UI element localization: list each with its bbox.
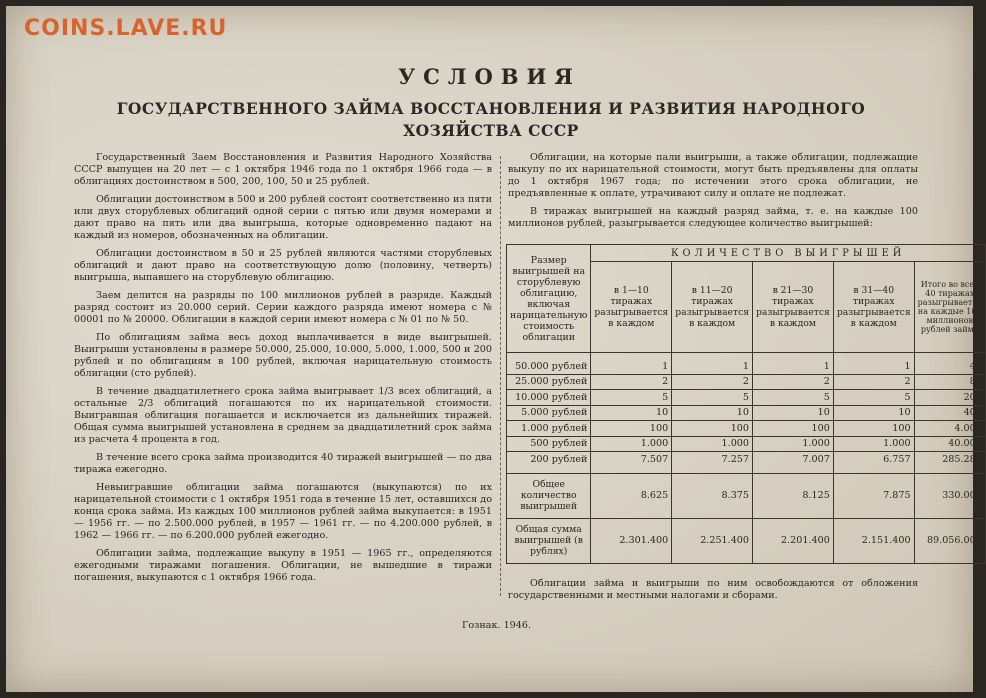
table-cell: 1 (833, 353, 914, 375)
paragraph: Облигации достоинством в 50 и 25 рублей являются частями сторублевых облигаций и дают право на соответствующую долю (половину, четверть) выигрыша, выпавшего на сторублевую облигацию. (74, 248, 492, 283)
table-row (507, 405, 986, 421)
table-cell: 40.000 (914, 436, 985, 452)
paragraph: В течение двадцатилетнего срока займа выигрывает 1/3 всех облигаций, а остальные 2/3 облигаций погашаются по их нарицательной стоимости. Выигравшая облигация погашается и исключается из дальнейших тиражей. Общая сумма выигрышей установлена в среднем за двадцатилетний срок займа из расчета 4 процента в год. (74, 386, 492, 445)
table-cell: 2.151.400 (833, 518, 914, 563)
table-cell: 7.875 (833, 473, 914, 518)
table-row (507, 390, 986, 406)
table-cell: 6.757 (833, 452, 914, 474)
table-cell: 100 (672, 421, 753, 437)
paragraph: Заем делится на разряды по 100 миллионов рублей в разряде. Каждый разряд состоит из 20.000 серий. Серии каждого разряда имеют номера с № 00001 по № 20000. Облигации в каждой серии имеют номера с № 01 по № 50. (74, 290, 492, 325)
table-cell: 100 (753, 421, 834, 437)
prize-size-header: Размер выигрышей на сторублевую облигацию, включая нарицательную стоимость облигации (507, 245, 591, 353)
table-cell: 330.000 (914, 473, 985, 518)
printer-imprint: Гознак. 1946. (462, 620, 532, 631)
table-cell: 5 (591, 390, 672, 406)
total-count-label: Общее количество выигрышей (507, 473, 591, 518)
table-cell: 40 (914, 353, 985, 375)
table-row (507, 353, 986, 375)
table-cell: 1.000 (591, 436, 672, 452)
column-header: в 21—30 тиражах разыгрывается в каждом (753, 262, 834, 353)
table-cell: 89.056.000 (914, 518, 985, 563)
table-cell: 2 (672, 374, 753, 390)
prize-table (506, 244, 986, 564)
table-cell: 1.000 (753, 436, 834, 452)
table-row (507, 473, 986, 518)
table-cell: 2 (753, 374, 834, 390)
prize-size-cell: 10.000 рублей (507, 390, 591, 406)
table-cell: 80 (914, 374, 985, 390)
column-divider (500, 156, 501, 596)
table-row (507, 421, 986, 437)
table-cell: 8.375 (672, 473, 753, 518)
table-cell: 5 (753, 390, 834, 406)
paragraph: В тиражах выигрышей на каждый разряд займа, т. е. на каждые 100 миллионов рублей, разыгрывается следующее количество выигрышей: (508, 206, 918, 229)
table-cell: 7.257 (672, 452, 753, 474)
paragraph: По облигациям займа весь доход выплачивается в виде выигрышей. Выигрыши установлены в размере 50.000, 25.000, 10.000, 5.000, 1.000, 500 и 200 рублей и по облигациям в 100 рублей, включая нарицательную стоимость облигации (сто рублей). (74, 332, 492, 379)
prize-size-cell: 5.000 рублей (507, 405, 591, 421)
table-cell: 7.507 (591, 452, 672, 474)
paragraph: Невыигравшие облигации займа погашаются (выкупаются) по их нарицательной стоимости с 1 октября 1951 года в течение 15 лет, оставшихся до конца срока займа. Из каждых 100 миллионов рублей займа выкупается: в 1951 — 1956 гг. — по 2.500.000 рублей, в 1957 — 1961 гг. — по 4.200.000 рублей, в 1962 — 1966 гг. — по 6.200.000 рублей ежегодно. (74, 482, 492, 541)
paragraph: Облигации займа, подлежащие выкупу в 1951 — 1965 гг., определяются ежегодными тиражами погашения. Облигации, не вышедшие в тиражи погашения, выкупаются с 1 октября 1966 года. (74, 548, 492, 583)
table-cell: 4.000 (914, 421, 985, 437)
paragraph: Облигации достоинством в 500 и 200 рублей состоят соответственно из пяти или двух сторублевых облигаций одной серии с пятью или двумя номерами и дают право на пять или два выигрыша, которые одновременно падают на каждый из номеров, обозначенных на облигации. (74, 194, 492, 241)
prize-size-cell: 200 рублей (507, 452, 591, 474)
table-cell: 1 (753, 353, 834, 375)
table-cell: 2 (591, 374, 672, 390)
table-cell: 200 (914, 390, 985, 406)
column-header: в 1—10 тиражах разыгрывается в каждом (591, 262, 672, 353)
tax-exemption-note: Облигации займа и выигрыши по ним освобождаются от обложения государственными и местными налогами и сборами. (508, 578, 918, 601)
table-cell: 8.125 (753, 473, 834, 518)
table-cell: 1 (591, 353, 672, 375)
table-cell: 400 (914, 405, 985, 421)
prize-size-cell: 500 рублей (507, 436, 591, 452)
table-cell: 2.201.400 (753, 518, 834, 563)
table-cell: 2.301.400 (591, 518, 672, 563)
page-title: УСЛОВИЯ (398, 64, 581, 89)
table-row (507, 452, 986, 474)
table-cell: 10 (833, 405, 914, 421)
table-cell: 100 (591, 421, 672, 437)
column-header: в 11—20 тиражах разыгрывается в каждом (672, 262, 753, 353)
table-cell: 5 (833, 390, 914, 406)
left-column (74, 152, 492, 590)
table-row (507, 518, 986, 563)
paragraph: В течение всего срока займа производится 40 тиражей выигрышей — по два тиража ежегодно. (74, 452, 492, 475)
table-cell: 10 (753, 405, 834, 421)
site-watermark: COINS.LAVE.RU (24, 16, 228, 41)
table-cell: 10 (672, 405, 753, 421)
total-sum-label: Общая сумма выигрышей (в рублях) (507, 518, 591, 563)
right-column (508, 152, 918, 236)
table-cell: 8.625 (591, 473, 672, 518)
table-cell: 2.251.400 (672, 518, 753, 563)
table-row (507, 436, 986, 452)
table-cell: 285.280 (914, 452, 985, 474)
prize-size-cell: 50.000 рублей (507, 353, 591, 375)
table-cell: 7.007 (753, 452, 834, 474)
prize-size-cell: 1.000 рублей (507, 421, 591, 437)
table-row (507, 374, 986, 390)
table-cell: 2 (833, 374, 914, 390)
table-cell: 1.000 (833, 436, 914, 452)
table-cell: 5 (672, 390, 753, 406)
prize-size-cell: 25.000 рублей (507, 374, 591, 390)
bond-reverse-sheet (6, 6, 982, 692)
table-cell: 100 (833, 421, 914, 437)
paragraph: Облигации, на которые пали выигрыши, а также облигации, подлежащие выкупу по их нарицательной стоимости, могут быть предъявлены для оплаты до 1 октября 1967 года; по истечении этого срока облигации, не предъявленные к оплате, утрачивают силу и оплате не подлежат. (508, 152, 918, 199)
paragraph: Государственный Заем Восстановления и Развития Народного Хозяйства СССР выпущен на 20 лет — с 1 октября 1946 года по 1 октября 1966 года — в облигациях достоинством в 500, 200, 100, 50 и 25 рублей. (74, 152, 492, 187)
table-cell: 1 (672, 353, 753, 375)
page-subtitle: ГОСУДАРСТВЕННОГО ЗАЙМА ВОССТАНОВЛЕНИЯ И РАЗВИТИЯ НАРОДНОГО ХОЗЯЙСТВА СССР (116, 99, 866, 140)
prize-count-header: КОЛИЧЕСТВО ВЫИГРЫШЕЙ (591, 245, 985, 262)
column-header: в 31—40 тиражах разыгрывается в каждом (833, 262, 914, 353)
table-cell: 10 (591, 405, 672, 421)
table-cell: 1.000 (672, 436, 753, 452)
column-header: Итого во всех 40 тиражах разыгрывается на каждые 100 миллионов рублей займа (914, 262, 985, 353)
